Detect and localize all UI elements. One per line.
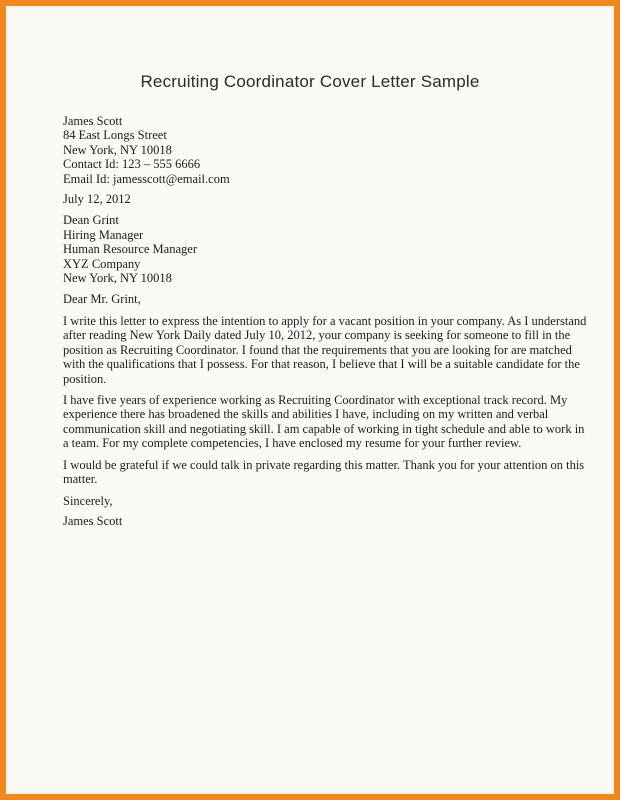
sender-name: James Scott <box>63 114 123 128</box>
recipient-department: Human Resource Manager <box>63 242 197 257</box>
salutation: Dear Mr. Grint, <box>63 292 141 307</box>
recipient-block <box>63 213 590 285</box>
sender-block <box>63 114 590 186</box>
closing: Sincerely, <box>63 494 113 509</box>
body-paragraph: I write this letter to express the intention to apply for a vacant position in your company. As I understand after reading New York Daily dated July 10, 2012, your company is seeking for someone to fill in the position as Recruiting Coordinator. I found that the requirements that you are looking for are matched with the qualifications that I possess. For that reason, I believe that I will be a suitable candidate for the position. <box>63 313 587 386</box>
body-paragraph: I would be grateful if we could talk in private regarding this matter. Thank you for your attention on this matter. <box>63 457 585 486</box>
sender-street: 84 East Longs Street <box>63 128 167 143</box>
sender-city: New York, NY 10018 <box>63 142 172 157</box>
recipient-title: Hiring Manager <box>63 227 144 242</box>
letter-body <box>6 114 620 528</box>
sender-contact: Contact Id: 123 – 555 6666 <box>63 157 201 172</box>
recipient-company: XYZ Company <box>63 256 141 271</box>
body-paragraph: I have five years of experience working as Recruiting Coordinator with exceptional track record. My experience there has broadened the skills and abilities I have, including on my written and verbal communication skill and negotiating skill. I am capable of working in tight schedule and able to work in a team. For my complete competencies, I have enclosed my resume for your further review. <box>63 392 585 451</box>
letter-title: Recruiting Coordinator Cover Letter Sample <box>140 72 480 91</box>
recipient-city: New York, NY 10018 <box>63 271 172 286</box>
recipient-name: Dean Grint <box>63 213 119 228</box>
signature: James Scott <box>63 513 123 528</box>
sender-email: Email Id: jamesscott@email.com <box>63 171 230 186</box>
date-line: July 12, 2012 <box>63 192 131 207</box>
